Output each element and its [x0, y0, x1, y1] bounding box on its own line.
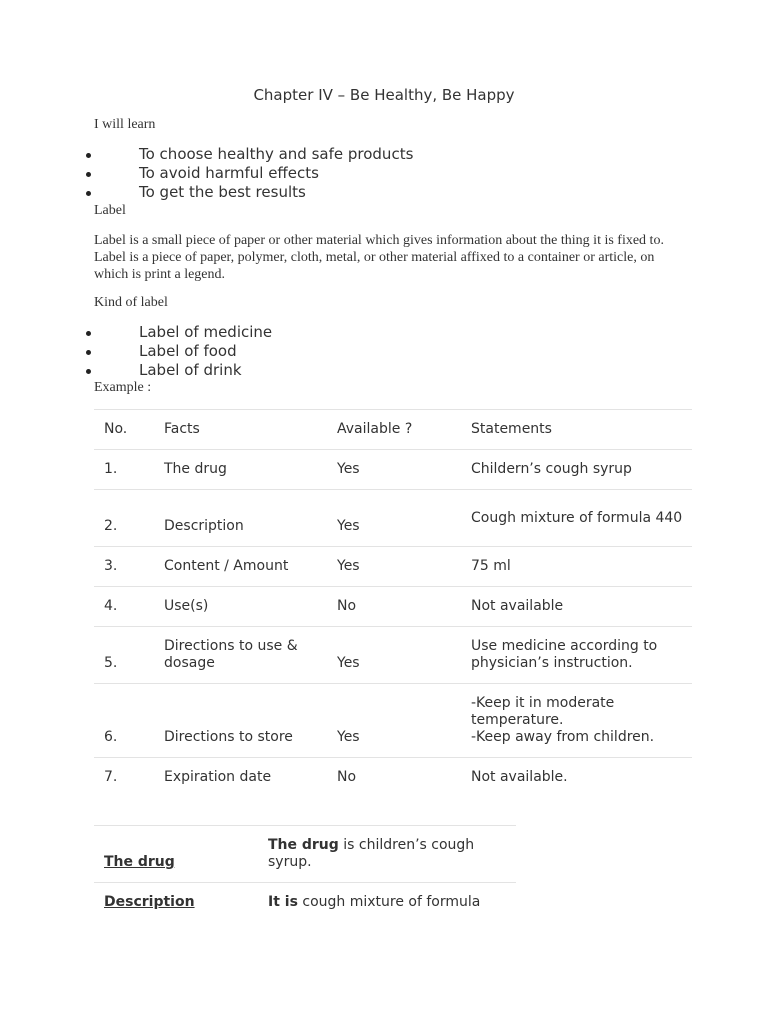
summary-bold-lead: The drug: [268, 837, 339, 853]
cell-fact: Use(s): [154, 587, 327, 627]
cell-statement: Not available: [461, 587, 692, 627]
table-row: [94, 826, 516, 883]
table-row: [94, 587, 692, 627]
summary-statement: [258, 826, 516, 883]
cell-available: Yes: [327, 490, 461, 547]
table-row: [94, 490, 692, 547]
summary-table: [94, 825, 516, 923]
cell-fact: The drug: [154, 450, 327, 490]
column-header: Statements: [461, 410, 692, 450]
cell-fact: Directions to store: [154, 684, 327, 758]
table-row: [94, 547, 692, 587]
cell-available: Yes: [327, 547, 461, 587]
cell-available: Yes: [327, 684, 461, 758]
cell-statement: Cough mixture of formula 440: [461, 490, 692, 547]
summary-rest: cough mixture of formula: [297, 893, 481, 910]
bullet-icon: [86, 331, 91, 336]
cell-no: 5.: [94, 627, 154, 684]
cell-statement: Childern’s cough syrup: [461, 450, 692, 490]
cell-no: 7.: [94, 758, 154, 798]
cell-statement: Not available.: [461, 758, 692, 798]
cell-statement: 75 ml: [461, 547, 692, 587]
cell-fact: Content / Amount: [154, 547, 327, 587]
summary-label: Description: [104, 893, 195, 910]
column-header: Available ?: [327, 410, 461, 450]
table-header-row: [94, 410, 692, 450]
cell-available: No: [327, 758, 461, 798]
cell-no: 3.: [94, 547, 154, 587]
cell-no: 1.: [94, 450, 154, 490]
cell-available: Yes: [327, 450, 461, 490]
example-heading: Example :: [94, 380, 152, 395]
table-row: [94, 684, 692, 758]
statement-line: -Keep away from children.: [471, 729, 655, 745]
bullet-icon: [86, 369, 91, 374]
summary-statement: [258, 883, 516, 923]
cell-no: 2.: [94, 490, 154, 547]
summary-label: The drug: [104, 854, 175, 870]
bullet-icon: [86, 350, 91, 355]
cell-available: No: [327, 587, 461, 627]
cell-statement: Use medicine according to physician’s instruction.: [461, 627, 692, 684]
kind-heading: Kind of label: [94, 295, 168, 310]
label-heading: Label: [94, 203, 126, 218]
table-row: [94, 627, 692, 684]
cell-fact: Directions to use & dosage: [154, 627, 327, 684]
statement-line: -Keep it in moderate temperature.: [471, 695, 615, 728]
bullet-icon: [86, 153, 91, 158]
table-row: [94, 758, 692, 798]
bullet-icon: [86, 191, 91, 196]
cell-statement: [461, 684, 692, 758]
summary-bold-lead: It is: [268, 893, 298, 910]
cell-fact: Description: [154, 490, 327, 547]
learn-heading: I will learn: [94, 117, 156, 132]
page-title: Chapter IV – Be Healthy, Be Happy: [253, 86, 515, 104]
table-row: [94, 450, 692, 490]
cell-no: 4.: [94, 587, 154, 627]
bullet-icon: [86, 172, 91, 177]
column-header: Facts: [154, 410, 327, 450]
summary-rest: is children’s cough syrup.: [268, 837, 475, 870]
table-row: [94, 883, 516, 923]
label-definition: Label is a small piece of paper or other material which gives information about the thing it is fixed to. Label is a piece of paper, polymer, cloth, metal, or other material affixed to a container or article, on which is print a legend.: [94, 233, 664, 282]
cell-no: 6.: [94, 684, 154, 758]
cell-available: Yes: [327, 627, 461, 684]
cell-fact: Expiration date: [154, 758, 327, 798]
facts-table: [94, 409, 692, 798]
column-header: No.: [94, 410, 154, 450]
